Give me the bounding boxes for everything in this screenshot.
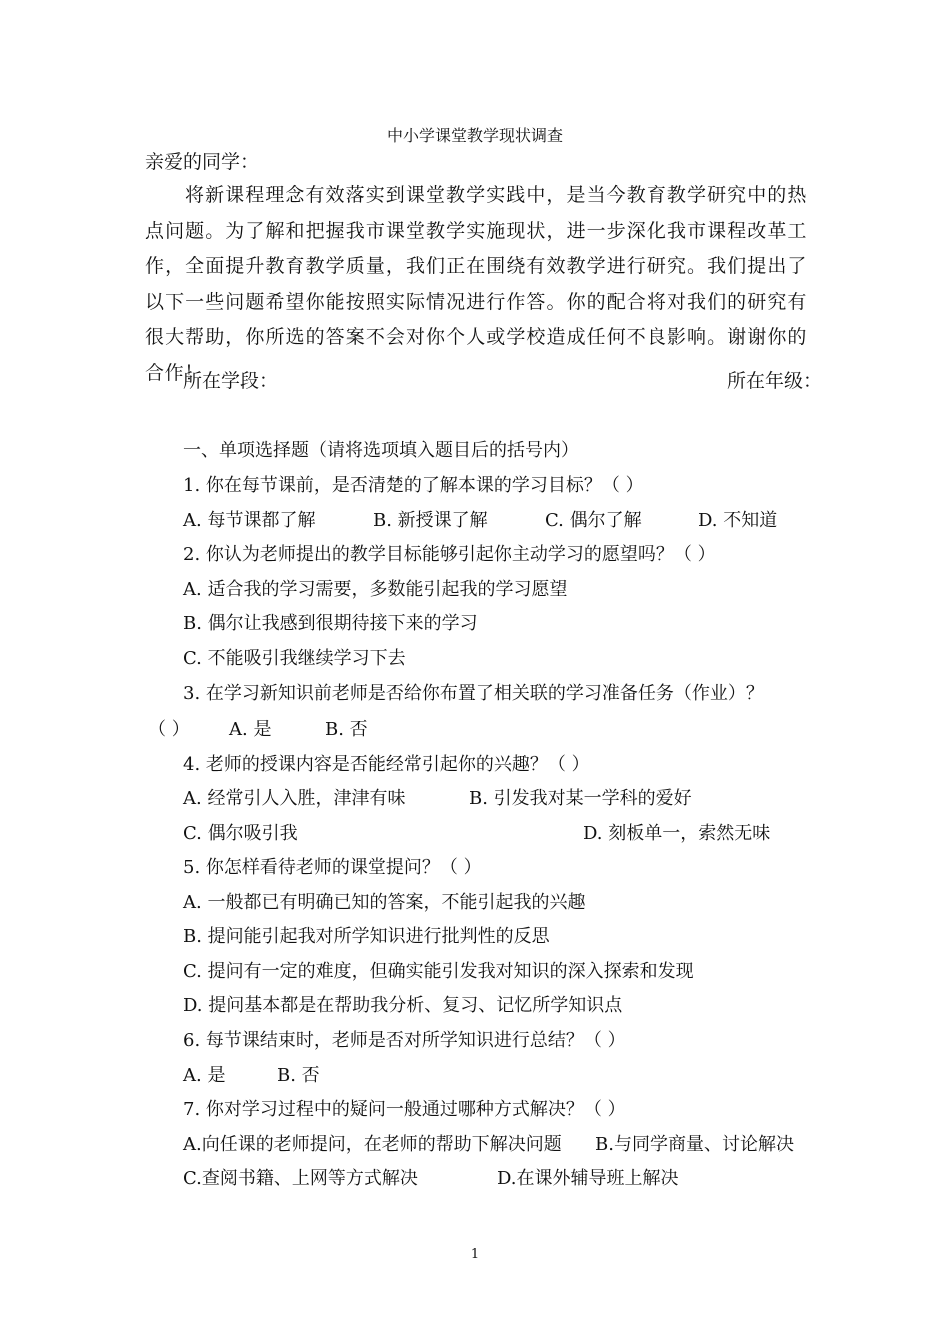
q1-option-d: D. 不知道 — [698, 510, 778, 531]
q5-option-d: D. 提问基本都是在帮助我分析、复习、记忆所学知识点 — [183, 995, 623, 1016]
page-number: 1 — [470, 1247, 480, 1262]
intro-paragraph: 将新课程理念有效落实到课堂教学实践中，是当今教育教学研究中的热点问题。为了解和把握我市课堂教学实施现状，进一步深化我市课程改革工作，全面提升教育教学质量，我们正在围绕有效教学进行研究。我们提出了以下一些问题希望你能按照实际情况进行作答。你的配合将对我们的研究有很大帮助，你所选的答案不会对你个人或学校造成任何不良影响。谢谢你的合作！ — [145, 184, 807, 384]
question-1: 1. 你在每节课前，是否清楚的了解本课的学习目标？（ ） — [183, 475, 644, 496]
q5-option-a: A. 一般都已有明确已知的答案，不能引起我的兴趣 — [183, 892, 586, 913]
grade-field-label: 所在年级： — [727, 370, 823, 392]
q4-option-c: C. 偶尔吸引我 — [183, 823, 298, 844]
q3-option-a: A. 是 — [229, 719, 272, 740]
page-title: 中小学课堂教学现状调查 — [386, 126, 563, 145]
q6-option-b: B. 否 — [277, 1065, 320, 1086]
question-4: 4. 老师的授课内容是否能经常引起你的兴趣？（ ） — [183, 754, 590, 775]
q4-option-d: D. 刻板单一，索然无味 — [583, 823, 771, 844]
q4-option-a: A. 经常引人入胜，津津有味 — [183, 788, 406, 809]
q3-answer-blank: （ ） — [148, 719, 190, 740]
q1-option-a: A. 每节课都了解 — [183, 510, 316, 531]
q6-option-a: A. 是 — [183, 1065, 226, 1086]
question-2: 2. 你认为老师提出的教学目标能够引起你主动学习的愿望吗？（ ） — [183, 544, 716, 565]
q2-option-b: B. 偶尔让我感到很期待接下来的学习 — [183, 613, 478, 634]
q1-option-b: B. 新授课了解 — [373, 510, 488, 531]
q3-option-b: B. 否 — [325, 719, 368, 740]
section-heading: 一、单项选择题（请将选项填入题目后的括号内） — [183, 440, 579, 461]
greeting: 亲爱的同学： — [145, 151, 260, 173]
q4-option-b: B. 引发我对某一学科的爱好 — [469, 788, 692, 809]
q7-option-c: C.查阅书籍、上网等方式解决 — [183, 1168, 418, 1189]
q7-option-b: B.与同学商量、讨论解决 — [595, 1134, 794, 1155]
q2-option-c: C. 不能吸引我继续学习下去 — [183, 648, 406, 669]
question-7: 7. 你对学习过程中的疑问一般通过哪种方式解决？（ ） — [183, 1099, 626, 1120]
q1-option-c: C. 偶尔了解 — [545, 510, 642, 531]
stage-field-label: 所在学段： — [183, 370, 279, 392]
q7-option-d: D.在课外辅导班上解决 — [497, 1168, 679, 1189]
question-6: 6. 每节课结束时，老师是否对所学知识进行总结？（ ） — [183, 1030, 626, 1051]
question-3: 3. 在学习新知识前老师是否给你布置了相关联的学习准备任务（作业）？ — [183, 683, 764, 704]
q7-option-a: A.向任课的老师提问，在老师的帮助下解决问题 — [183, 1134, 562, 1155]
q5-option-c: C. 提问有一定的难度，但确实能引发我对知识的深入探索和发现 — [183, 961, 694, 982]
q2-option-a: A. 适合我的学习需要，多数能引起我的学习愿望 — [183, 579, 568, 600]
question-5: 5. 你怎样看待老师的课堂提问？（ ） — [183, 857, 482, 878]
q5-option-b: B. 提问能引起我对所学知识进行批判性的反思 — [183, 926, 550, 947]
